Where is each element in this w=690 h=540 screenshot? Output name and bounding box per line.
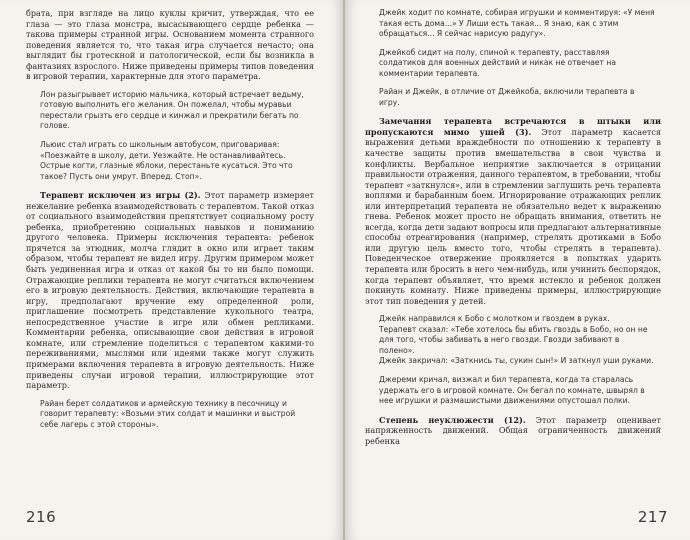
paragraph-body: Этот параметр касается выражения детьми враждебности по отношению к терапевту в качестве защиты против вмешательства в свои чувства и конфликты. Вербальное неприятие заключается в отрицании правильности отражения, данного терапевтом, в требовании, чтобы терапевт «заткнулся», или в стремлении заглушить речь терапевта воплями и барабанным боем. Игнорирование отражающих реплик или интерпретаций терапевта не обязательно ведет к выражению гнева. Ребенок может просто не обращать внимания, ответить не всегда, когда дети задают вопросы или предлагают альтернативные способы отреагирования (например, стрелять дротиками в Бобо или другую цель вместо того, чтобы стрелять в терапевта). Поведенческое отвержение проявляется в попытках ударить терапевта или бросить в него чем-нибудь, или учинить беспорядок, когда терапевт объявляет, что время истекло и ребенок должен покинуть комнату. Ниже приведены примеры, иллюстрирующие этот тип поведения у детей.	[365, 126, 661, 306]
page-number: 217	[637, 508, 668, 526]
example-text: Льюис стал играть со школьным автобусом, приговаривая: «Поезжайте в школу, дети. Уезжайте. Не останавливайтесь. Острые когти, глазные яблоки, перестаньте кусаться. Это что такое? Пусть они умрут. Вперед. Стоп».	[40, 140, 293, 181]
page-number: 216	[26, 508, 57, 526]
left-text-column	[26, 8, 314, 430]
paragraph-body: Этот параметр оценивает напряженность движений. Общая ограниченность движений ребенка	[365, 414, 661, 446]
right-page	[345, 0, 690, 540]
example-text: Джейк направился к Бобо с молотком и гвоздем в руках.	[379, 314, 610, 324]
example-text: Джейк закричал: «Заткнись ты, сукин сын!» И заткнул уши руками.	[379, 356, 654, 366]
section-heading: Терапевт исключен из игры (2).	[40, 190, 201, 201]
right-text-column	[365, 8, 661, 446]
section-heading: Замечания терапевта встречаются в штыки или пропускаются мимо ушей (3).	[365, 116, 661, 137]
paragraph	[365, 415, 661, 447]
example-text: Лон разыгрывает историю мальчика, который встречает ведьму, готовую выполнить его желания. Он пожелал, чтобы муравьи перестали грызть его сердце и кинжал и прекратили бегать по голове.	[40, 89, 304, 131]
paragraph: брата, при взгляде на лицо куклы кричит, утверждая, что ее глаза — это глаза монстра, высасывающего сердце ребенка — такова примеры странной игры. Основанием момента странного поведения является то, что такая игра случается нечасто; она выглядит бы гротескной и патологической, если бы возникла в фантазиях взрослого. Ниже приведены примеры типов поведения в игровой терапии, характерные для этого параметра.	[26, 8, 314, 82]
example-text: Райан и Джейк, в отличие от Джейкоба, включили терапевта в игру.	[379, 87, 635, 107]
example-text: Джейк ходит по комнате, собирая игрушки и комментируя: «У меня такая есть дома...» У Лиши есть такая... Я знаю, как с этим обращаться... Я сейчас нарисую радугу».	[379, 8, 655, 39]
paragraph-body: Этот параметр измеряет нежелание ребенка взаимодействовать с терапевтом. Такой отказ от социального взаимодействия препятствует социальному росту ребенка, приобретению социальных навыков и пониманию другого человека. Примеры исключения терапевта: ребенок прячется за этюдник, молча глядит в окно или играет таким образом, чтобы терапевт не видел игру. Другим примером может быть уединенная игра и отказ от какой бы то ни было помощи. Отражающие реплики терапевта не могут считаться включением его в игровую деятельность. Действия, включающие терапевта в игру, предполагают вручение ему определенной роли, приглашение посмотреть представление кукольного театра, непосредственное участие в игре или обмен репликами. Комментарии ребенка, описывающие свои действия в игровой комнате, или стремление поделиться с терапевтом какими-то переживаниями, мыслями или идеями также могут служить примерами включения терапевта в игровую деятельность. Ниже приведены случаи игровой терапии, иллюстрирующие этот параметр.	[26, 190, 314, 391]
paragraph	[365, 116, 661, 306]
example-text: Джейкоб сидит на полу, спиной к терапевту, расставляя солдатиков для военных действий и никак не отвечает на комментарии терапевта.	[379, 47, 617, 78]
left-page	[0, 0, 343, 540]
example-text: Джереми кричал, визжал и бил терапевта, когда та старалась удержать его в игровой комнате. Он бегал по комнате, швырял в нее игрушки и размашистыми движениями опустошал полки.	[379, 374, 645, 406]
example-text: Терапевт сказал: «Тебе хотелось бы вбить гвоздь в Бобо, но он не для того, чтобы забивать в него гвозди. Гвозди забивают в полено».	[379, 324, 648, 355]
example-text: Райан берет солдатиков и армейскую технику в песочницу и говорит терапевту: «Возьми этих солдат и машинки и выстрой себе лагерь с этой стороны».	[40, 398, 296, 429]
section-heading: Степень неуклюжести (12).	[379, 414, 526, 425]
paragraph	[26, 190, 314, 390]
